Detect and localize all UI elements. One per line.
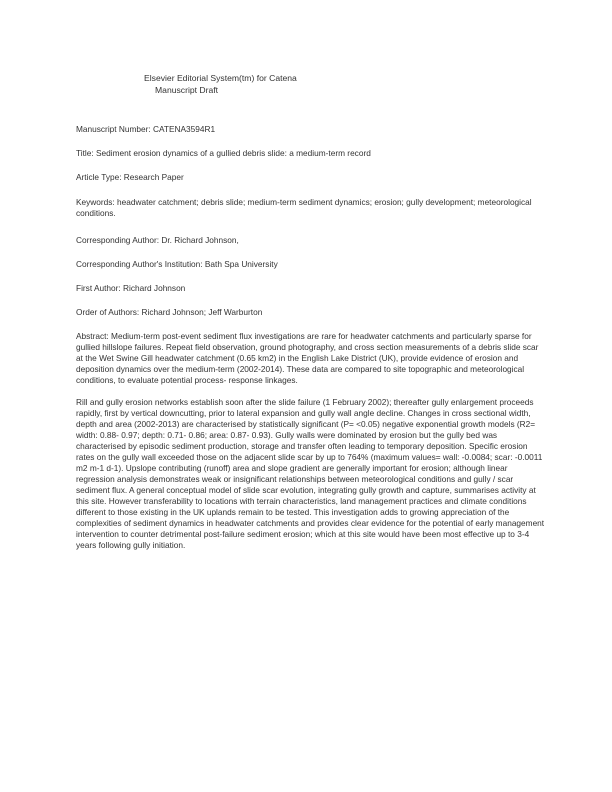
manuscript-draft-line: Manuscript Draft (155, 85, 219, 95)
editorial-system-line: Elsevier Editorial System(tm) for Catena (144, 73, 297, 83)
keywords: Keywords: headwater catchment; debris slide; medium-term sediment dynamics; erosion; gully development; meteorological conditions. (76, 197, 532, 218)
manuscript-number: Manuscript Number: CATENA3594R1 (76, 124, 216, 134)
header (144, 72, 297, 96)
abstract (76, 331, 546, 551)
first-author: First Author: Richard Johnson (76, 283, 186, 293)
abstract-paragraph-1: Abstract: Medium-term post-event sediment flux investigations are rare for headwater catchments and particularly sparse for gullied hillslope failures. Repeat field observation, ground photography, and cross section measurements of a debris slide scar at the Wet Swine Gill headwater catchment (0.65 km2) in the English Lake District (UK), provide evidence of erosion and deposition dynamics over the medium-term (2002-2014). These data are compared to site topographic and meteorological conditions, to evaluate potential process- response linkages. (76, 331, 539, 385)
order-of-authors: Order of Authors: Richard Johnson; Jeff Warburton (76, 307, 263, 317)
author-institution: Corresponding Author's Institution: Bath Spa University (76, 259, 278, 269)
manuscript-title: Title: Sediment erosion dynamics of a gullied debris slide: a medium-term record (76, 148, 371, 158)
article-type: Article Type: Research Paper (76, 172, 184, 182)
abstract-paragraph-2: Rill and gully erosion networks establish soon after the slide failure (1 February 2002); thereafter gully enlargement proceeds rapidly, first by vertical downcutting, prior to lateral expansion and gully wall angle decline. Changes in cross sectional width, depth and area (2002-2013) are characterised by statistically significant (P= <0.05) negative exponential growth models (R2= width: 0.88- 0.97; depth: 0.71- 0.86; area: 0.87- 0.93). Gully walls were dominated by erosion but the gully bed was characterised by episodic sediment production, storage and transfer often leading to temporary deposition. Specific erosion rates on the gully wall exceeded those on the adjacent slide scar by up to 764% (maximum values= wall: -0.0084; scar: -0.0011 m2 m-1 d-1). Upslope contributing (runoff) area and slope gradient are generally important for erosion; although linear regression analysis demonstrates weak or insignificant relationships between meteorological conditions and gully / scar sediment flux. A general conceptual model of slide scar evolution, integrating gully growth and capture, summarises activity at this site. However transferability to locations with terrain characteristics, land management practices and climate conditions different to those existing in the UK uplands remain to be tested. This investigation adds to growing appreciation of the complexities of sediment dynamics in headwater catchments and provides clear evidence for the potential of early management intervention to counter detrimental post-failure sediment erosion; which at this site would have been most effective up to 3-4 years following gully initiation. (76, 397, 545, 550)
corresponding-author: Corresponding Author: Dr. Richard Johnson, (76, 235, 239, 245)
